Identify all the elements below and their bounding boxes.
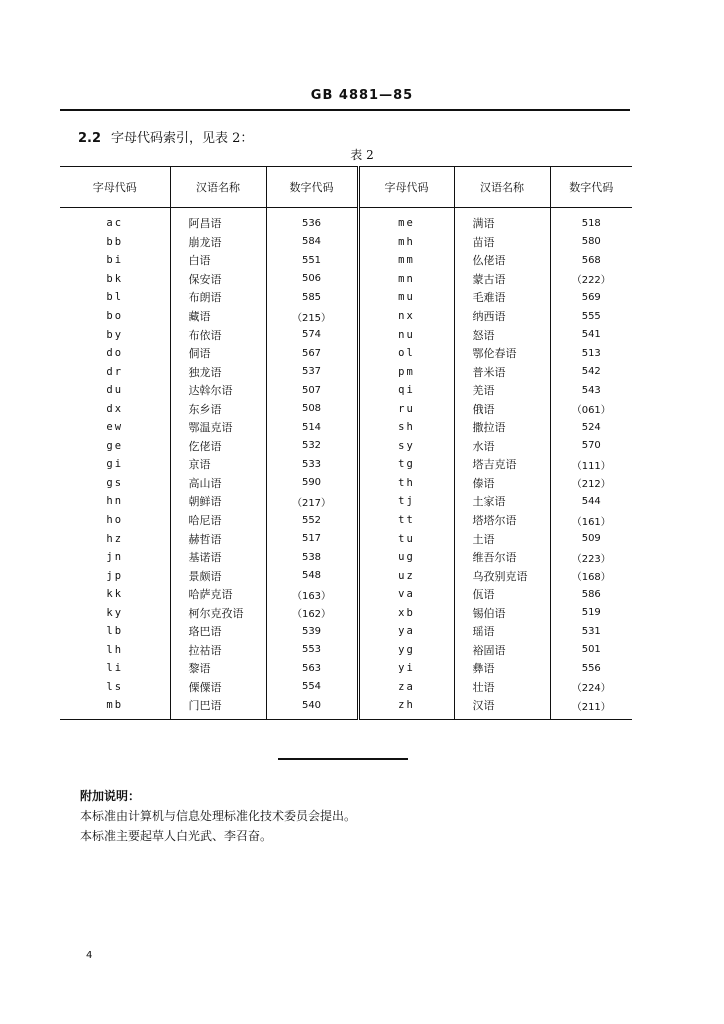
chinese-name-cell: 裕固语 [454, 641, 550, 660]
chinese-name-cell: 布依语 [170, 325, 266, 344]
table-row [60, 622, 632, 641]
numeric-code-cell: 531 [550, 622, 632, 641]
table-row [60, 270, 632, 289]
numeric-code-cell: 548 [266, 566, 358, 585]
letter-code-cell: mb [60, 696, 170, 719]
table-header-row [60, 167, 632, 208]
standard-code-header: GB 4881—85 [310, 88, 414, 103]
numeric-code-cell: 585 [266, 288, 358, 307]
language-code-table [60, 166, 632, 720]
numeric-code-cell: （222） [550, 270, 632, 289]
numeric-code-cell: 567 [266, 344, 358, 363]
chinese-name-cell: 仫佬语 [454, 251, 550, 270]
letter-code-cell: hz [106, 532, 124, 545]
chinese-name-cell: 朝鲜语 [170, 492, 266, 511]
numeric-code-cell: （212） [550, 474, 632, 493]
chinese-name-cell: 基诺语 [170, 548, 266, 567]
letter-code-cell: gs [106, 476, 124, 489]
chinese-name-cell: 达斡尔语 [170, 381, 266, 400]
letter-code-cell: lh [106, 643, 124, 656]
numeric-code-cell: 584 [266, 233, 358, 252]
table-row [60, 307, 632, 326]
numeric-code-cell: 570 [550, 437, 632, 456]
chinese-name-cell: 羌语 [454, 381, 550, 400]
letter-code-cell: tg [358, 455, 454, 474]
letter-code-cell: ky [106, 606, 124, 619]
notes-line: 本标准由计算机与信息处理标准化技术委员会提出。 [80, 809, 357, 823]
letter-code-cell: kk [106, 588, 124, 601]
table-row [60, 208, 632, 233]
chinese-name-cell: 傈僳语 [170, 678, 266, 697]
numeric-code-cell: （061） [550, 399, 632, 418]
chinese-name-cell: 塔塔尔语 [454, 511, 550, 530]
end-rule [278, 758, 408, 760]
numeric-code-cell: 509 [550, 529, 632, 548]
table-row [60, 548, 632, 567]
column-header: 字母代码 [60, 167, 170, 208]
chinese-name-cell: 拉祜语 [170, 641, 266, 660]
table-row [60, 696, 632, 719]
chinese-name-cell: 苗语 [454, 233, 550, 252]
numeric-code-cell: 553 [266, 641, 358, 660]
numeric-code-cell: 580 [550, 233, 632, 252]
chinese-name-cell: 保安语 [170, 270, 266, 289]
numeric-code-cell: 551 [266, 251, 358, 270]
numeric-code-cell: 507 [266, 381, 358, 400]
letter-code-cell: ru [358, 399, 454, 418]
table-row [60, 325, 632, 344]
letter-code-cell: ac [106, 217, 124, 230]
letter-code-cell: ya [358, 622, 454, 641]
numeric-code-cell: （217） [266, 492, 358, 511]
letter-code-cell: ho [106, 514, 124, 527]
chinese-name-cell: 塔吉克语 [454, 455, 550, 474]
chinese-name-cell: 崩龙语 [170, 233, 266, 252]
letter-code-cell: bi [106, 254, 124, 267]
letter-code-cell: qi [358, 381, 454, 400]
numeric-code-cell: 513 [550, 344, 632, 363]
numeric-code-cell: 554 [266, 678, 358, 697]
chinese-name-cell: 门巴语 [170, 696, 266, 719]
numeric-code-cell: 541 [550, 325, 632, 344]
letter-code-cell: va [358, 585, 454, 604]
column-header: 数字代码 [550, 167, 632, 208]
numeric-code-cell: 590 [266, 474, 358, 493]
numeric-code-cell: 518 [550, 208, 632, 233]
chinese-name-cell: 白语 [170, 251, 266, 270]
letter-code-cell: jp [106, 569, 124, 582]
notes-title: 附加说明： [80, 789, 141, 803]
numeric-code-cell: 536 [266, 208, 358, 233]
letter-code-cell: tj [358, 492, 454, 511]
chinese-name-cell: 京语 [170, 455, 266, 474]
letter-code-cell: tt [358, 511, 454, 530]
numeric-code-cell: 556 [550, 659, 632, 678]
table-row [60, 381, 632, 400]
letter-code-cell: yg [358, 641, 454, 660]
numeric-code-cell: （161） [550, 511, 632, 530]
numeric-code-cell: 563 [266, 659, 358, 678]
numeric-code-cell: 524 [550, 418, 632, 437]
table-row [60, 529, 632, 548]
section-number: 2.2 [78, 131, 102, 146]
numeric-code-cell: 586 [550, 585, 632, 604]
letter-code-cell: gi [106, 458, 124, 471]
chinese-name-cell: 佤语 [454, 585, 550, 604]
letter-code-cell: za [358, 678, 454, 697]
chinese-name-cell: 瑶语 [454, 622, 550, 641]
letter-code-cell: li [106, 662, 124, 675]
table-row [60, 344, 632, 363]
table-row [60, 678, 632, 697]
letter-code-cell: me [358, 208, 454, 233]
column-header: 数字代码 [266, 167, 358, 208]
letter-code-cell: by [106, 328, 124, 341]
chinese-name-cell: 土语 [454, 529, 550, 548]
table-row [60, 288, 632, 307]
numeric-code-cell: 574 [266, 325, 358, 344]
section-text: 字母代码索引，见表 2： [111, 131, 254, 146]
numeric-code-cell: （224） [550, 678, 632, 697]
letter-code-cell: mn [358, 270, 454, 289]
table-row [60, 233, 632, 252]
numeric-code-cell: 501 [550, 641, 632, 660]
numeric-code-cell: （211） [550, 696, 632, 719]
chinese-name-cell: 俄语 [454, 399, 550, 418]
chinese-name-cell: 锡伯语 [454, 603, 550, 622]
numeric-code-cell: 542 [550, 362, 632, 381]
additional-notes [80, 786, 356, 846]
letter-code-cell: xb [358, 603, 454, 622]
letter-code-cell: yi [358, 659, 454, 678]
table-row [60, 251, 632, 270]
letter-code-cell: jn [106, 551, 124, 564]
chinese-name-cell: 哈萨克语 [170, 585, 266, 604]
table-row [60, 566, 632, 585]
chinese-name-cell: 乌孜别克语 [454, 566, 550, 585]
numeric-code-cell: 519 [550, 603, 632, 622]
chinese-name-cell: 珞巴语 [170, 622, 266, 641]
chinese-name-cell: 彝语 [454, 659, 550, 678]
column-header: 字母代码 [358, 167, 454, 208]
chinese-name-cell: 怒语 [454, 325, 550, 344]
chinese-name-cell: 鄂温克语 [170, 418, 266, 437]
letter-code-cell: zh [358, 696, 454, 719]
table-row [60, 659, 632, 678]
letter-code-cell: ol [358, 344, 454, 363]
letter-code-cell: uz [358, 566, 454, 585]
chinese-name-cell: 土家语 [454, 492, 550, 511]
numeric-code-cell: 537 [266, 362, 358, 381]
table-row [60, 585, 632, 604]
numeric-code-cell: 569 [550, 288, 632, 307]
letter-code-cell: ls [106, 680, 124, 693]
numeric-code-cell: 514 [266, 418, 358, 437]
chinese-name-cell: 毛难语 [454, 288, 550, 307]
letter-code-cell: sy [358, 437, 454, 456]
numeric-code-cell: 543 [550, 381, 632, 400]
numeric-code-cell: （215） [266, 307, 358, 326]
table-row [60, 455, 632, 474]
notes-line: 本标准主要起草人白光武、李召奋。 [80, 829, 273, 843]
numeric-code-cell: 532 [266, 437, 358, 456]
table-row [60, 474, 632, 493]
table-row [60, 418, 632, 437]
numeric-code-cell: 517 [266, 529, 358, 548]
letter-code-cell: mh [358, 233, 454, 252]
chinese-name-cell: 鄂伦春语 [454, 344, 550, 363]
numeric-code-cell: （162） [266, 603, 358, 622]
letter-code-cell: tu [358, 529, 454, 548]
letter-code-cell: ge [106, 439, 124, 452]
letter-code-cell: bl [106, 291, 124, 304]
chinese-name-cell: 汉语 [454, 696, 550, 719]
letter-code-cell: lb [106, 625, 124, 638]
chinese-name-cell: 高山语 [170, 474, 266, 493]
letter-code-cell: ug [358, 548, 454, 567]
page-number: 4 [86, 950, 93, 961]
chinese-name-cell: 黎语 [170, 659, 266, 678]
chinese-name-cell: 景颇语 [170, 566, 266, 585]
chinese-name-cell: 普米语 [454, 362, 550, 381]
chinese-name-cell: 维吾尔语 [454, 548, 550, 567]
chinese-name-cell: 赫哲语 [170, 529, 266, 548]
chinese-name-cell: 满语 [454, 208, 550, 233]
chinese-name-cell: 布朗语 [170, 288, 266, 307]
letter-code-cell: nu [358, 325, 454, 344]
chinese-name-cell: 柯尔克孜语 [170, 603, 266, 622]
numeric-code-cell: 538 [266, 548, 358, 567]
table-row [60, 437, 632, 456]
numeric-code-cell: 508 [266, 399, 358, 418]
numeric-code-cell: 544 [550, 492, 632, 511]
letter-code-cell: dx [106, 402, 124, 415]
header-rule [60, 109, 630, 111]
letter-code-cell: th [358, 474, 454, 493]
chinese-name-cell: 阿昌语 [170, 208, 266, 233]
numeric-code-cell: （163） [266, 585, 358, 604]
letter-code-cell: bk [106, 272, 124, 285]
table-row [60, 492, 632, 511]
letter-code-cell: nx [358, 307, 454, 326]
column-header: 汉语名称 [170, 167, 266, 208]
chinese-name-cell: 藏语 [170, 307, 266, 326]
numeric-code-cell: （223） [550, 548, 632, 567]
chinese-name-cell: 哈尼语 [170, 511, 266, 530]
numeric-code-cell: 555 [550, 307, 632, 326]
letter-code-cell: mm [358, 251, 454, 270]
chinese-name-cell: 水语 [454, 437, 550, 456]
numeric-code-cell: 506 [266, 270, 358, 289]
chinese-name-cell: 壮语 [454, 678, 550, 697]
section-heading [78, 127, 253, 146]
chinese-name-cell: 蒙古语 [454, 270, 550, 289]
table-row [60, 511, 632, 530]
numeric-code-cell: 539 [266, 622, 358, 641]
letter-code-cell: bo [106, 310, 124, 322]
chinese-name-cell: 侗语 [170, 344, 266, 363]
letter-code-cell: do [106, 347, 124, 360]
numeric-code-cell: 552 [266, 511, 358, 530]
table-row [60, 603, 632, 622]
letter-code-cell: pm [358, 362, 454, 381]
table-row [60, 399, 632, 418]
chinese-name-cell: 傣语 [454, 474, 550, 493]
numeric-code-cell: 568 [550, 251, 632, 270]
numeric-code-cell: （111） [550, 455, 632, 474]
letter-code-cell: bb [106, 235, 124, 248]
letter-code-cell: sh [358, 418, 454, 437]
table-caption: 表 2 [350, 148, 374, 162]
numeric-code-cell: 540 [266, 696, 358, 719]
numeric-code-cell: （168） [550, 566, 632, 585]
letter-code-cell: mu [358, 288, 454, 307]
chinese-name-cell: 独龙语 [170, 362, 266, 381]
letter-code-cell: dr [106, 365, 124, 378]
chinese-name-cell: 东乡语 [170, 399, 266, 418]
column-header: 汉语名称 [454, 167, 550, 208]
table-row [60, 362, 632, 381]
chinese-name-cell: 撒拉语 [454, 418, 550, 437]
letter-code-cell: hn [106, 495, 124, 508]
numeric-code-cell: 533 [266, 455, 358, 474]
table-row [60, 641, 632, 660]
chinese-name-cell: 纳西语 [454, 307, 550, 326]
letter-code-cell: du [106, 384, 124, 397]
letter-code-cell: ew [106, 421, 124, 434]
chinese-name-cell: 仡佬语 [170, 437, 266, 456]
